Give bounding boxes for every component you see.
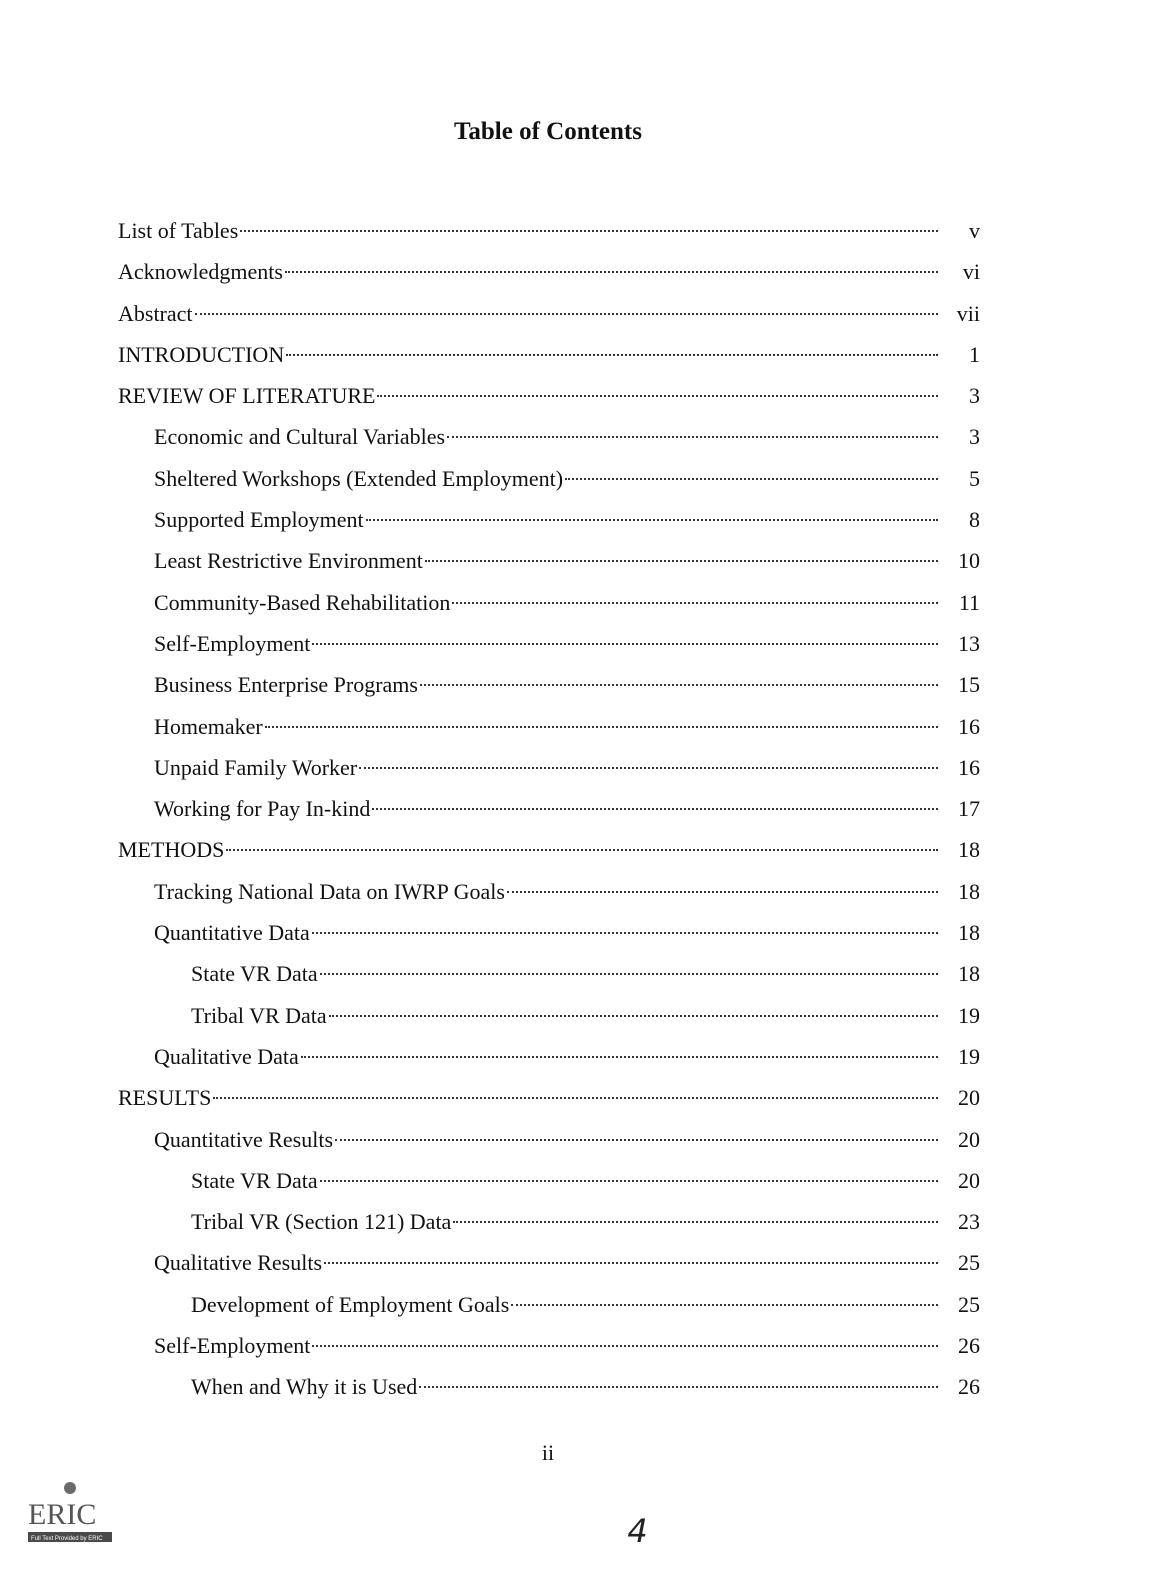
toc-entry-title: Tracking National Data on IWRP Goals — [154, 878, 505, 904]
toc-entry — [118, 788, 980, 829]
toc-entry — [118, 871, 980, 912]
toc-entry-page: 3 — [969, 424, 980, 450]
toc-entry — [118, 747, 980, 788]
toc-entry — [118, 1160, 980, 1201]
toc-entry — [118, 540, 980, 581]
dot-leader — [312, 643, 938, 645]
toc-entry-title: Business Enterprise Programs — [154, 672, 418, 698]
dot-leader — [301, 1056, 938, 1058]
toc-entry — [118, 458, 980, 499]
toc-entry — [118, 664, 980, 705]
toc-entry — [118, 499, 980, 540]
toc-entry-title: Development of Employment Goals — [191, 1291, 510, 1317]
toc-entry-page: vi — [962, 259, 980, 285]
page-number: ii — [541, 1440, 555, 1465]
toc-entry-title: Sheltered Workshops (Extended Employment) — [154, 465, 564, 491]
toc-entry-title: RESULTS — [118, 1085, 212, 1111]
dot-leader — [312, 1345, 938, 1347]
dot-leader — [447, 436, 938, 438]
toc-entry-title: Self-Employment — [154, 630, 311, 656]
toc-entry-page: 19 — [958, 1002, 980, 1028]
toc-entry — [118, 706, 980, 747]
toc-entry — [118, 1119, 980, 1160]
toc-entry — [118, 251, 980, 292]
toc-entry-page: 18 — [958, 920, 980, 946]
toc-entry-page: 26 — [958, 1374, 980, 1400]
dot-leader — [511, 1304, 938, 1306]
dot-leader — [366, 519, 938, 521]
toc-entry-page: 25 — [958, 1291, 980, 1317]
dot-leader — [425, 560, 938, 562]
toc-entry — [118, 1325, 980, 1366]
dot-leader — [372, 808, 938, 810]
toc-entry-page: 20 — [958, 1167, 980, 1193]
toc-entry — [118, 210, 980, 251]
toc-entry-page: 5 — [969, 465, 980, 491]
toc-entry-title: REVIEW OF LITERATURE — [118, 383, 376, 409]
toc-entry — [118, 953, 980, 994]
toc-entry — [118, 1036, 980, 1077]
toc-entry — [118, 1284, 980, 1325]
dot-leader — [265, 726, 938, 728]
toc-entry — [118, 1242, 980, 1283]
toc-entry-title: When and Why it is Used — [191, 1374, 418, 1400]
dot-leader — [320, 973, 938, 975]
stamp-number: 4 — [627, 1512, 648, 1550]
dot-leader — [420, 684, 938, 686]
dot-leader — [320, 1180, 938, 1182]
table-of-contents — [118, 210, 980, 1408]
toc-entry-title: Self-Employment — [154, 1333, 311, 1359]
dot-leader — [312, 932, 938, 934]
toc-entry — [118, 293, 980, 334]
dot-leader — [195, 313, 938, 315]
toc-entry-page: 3 — [969, 383, 980, 409]
toc-entry-page: 25 — [958, 1250, 980, 1276]
toc-entry — [118, 334, 980, 375]
toc-entry-title: State VR Data — [191, 961, 318, 987]
toc-entry-page: 15 — [958, 672, 980, 698]
toc-entry — [118, 416, 980, 457]
toc-entry-title: Qualitative Data — [154, 1043, 299, 1069]
toc-entry-title: INTRODUCTION — [118, 341, 285, 367]
dot-leader — [359, 767, 938, 769]
toc-entry-page: 18 — [958, 837, 980, 863]
toc-entry-page: 10 — [958, 548, 980, 574]
toc-entry — [118, 995, 980, 1036]
dot-leader — [226, 849, 938, 851]
toc-entry — [118, 1366, 980, 1407]
toc-entry-page: 13 — [958, 630, 980, 656]
logo-text: ERIC — [28, 1498, 97, 1531]
dot-leader — [285, 271, 938, 273]
toc-entry-title: Acknowledgments — [118, 259, 283, 285]
toc-entry-page: v — [969, 218, 980, 243]
toc-entry-title: State VR Data — [191, 1167, 318, 1193]
toc-entry-title: List of Tables — [118, 218, 239, 243]
dot-leader — [335, 1139, 938, 1141]
toc-entry-page: 26 — [958, 1333, 980, 1359]
toc-entry — [118, 1201, 980, 1242]
dot-leader — [240, 230, 938, 232]
toc-entry-page: 16 — [958, 713, 980, 739]
toc-entry-title: Tribal VR Data — [191, 1002, 327, 1028]
toc-entry-title: Abstract — [118, 300, 193, 326]
toc-entry-page: 20 — [958, 1126, 980, 1152]
toc-entry-title: Homemaker — [154, 713, 263, 739]
toc-entry-title: Quantitative Results — [154, 1126, 334, 1152]
toc-entry-title: METHODS — [118, 837, 225, 863]
dot-leader — [324, 1262, 938, 1264]
toc-entry-page: 18 — [958, 878, 980, 904]
toc-entry-title: Unpaid Family Worker — [154, 754, 358, 780]
toc-entry-page: 23 — [958, 1209, 980, 1235]
toc-entry-title: Qualitative Results — [154, 1250, 323, 1276]
toc-entry-page: 16 — [958, 754, 980, 780]
toc-entry-page: 17 — [958, 796, 980, 822]
toc-entry-title: Tribal VR (Section 121) Data — [191, 1209, 452, 1235]
dot-leader — [419, 1386, 938, 1388]
toc-entry-page: 19 — [958, 1043, 980, 1069]
dot-leader — [452, 602, 938, 604]
dot-leader — [213, 1097, 938, 1099]
toc-entry — [118, 912, 980, 953]
toc-entry-title: Supported Employment — [154, 507, 364, 533]
logo-circle — [64, 1482, 76, 1494]
dot-leader — [565, 478, 938, 480]
toc-entry-page: 1 — [969, 341, 980, 367]
toc-entry-title: Working for Pay In-kind — [154, 796, 371, 822]
toc-entry-title: Least Restrictive Environment — [154, 548, 423, 574]
toc-entry-title: Community-Based Rehabilitation — [154, 589, 451, 615]
dot-leader — [453, 1221, 938, 1223]
toc-entry-page: 18 — [958, 961, 980, 987]
page-title: Table of Contents — [454, 118, 642, 145]
dot-leader — [286, 354, 938, 356]
dot-leader — [329, 1015, 938, 1017]
toc-entry-page: 20 — [958, 1085, 980, 1111]
toc-entry-title: Economic and Cultural Variables — [154, 424, 446, 450]
toc-entry-title: Quantitative Data — [154, 920, 310, 946]
toc-entry-page: vii — [956, 300, 980, 326]
toc-entry-page: 11 — [958, 589, 980, 615]
toc-entry — [118, 829, 980, 870]
toc-entry-page: 8 — [969, 507, 980, 533]
toc-entry — [118, 623, 980, 664]
toc-entry — [118, 582, 980, 623]
logo-tagline: Full Text Provided by ERIC — [31, 1536, 103, 1542]
eric-logo-icon — [26, 1480, 112, 1546]
toc-entry — [118, 375, 980, 416]
dot-leader — [377, 395, 938, 397]
dot-leader — [507, 891, 938, 893]
toc-entry — [118, 1077, 980, 1118]
